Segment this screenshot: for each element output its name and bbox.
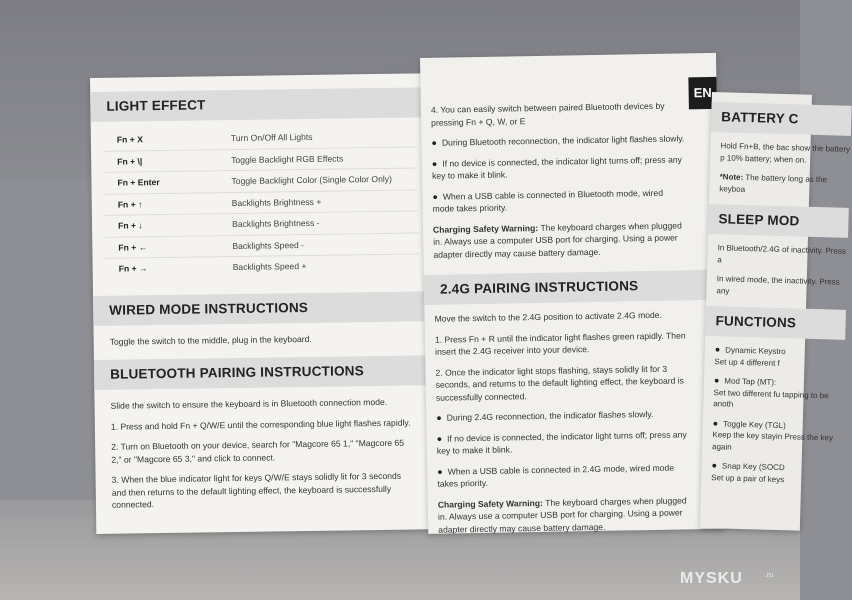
watermark-logo: MYSKU bbox=[680, 570, 743, 587]
key-description: Toggle Backlight Color (Single Color Only) bbox=[231, 174, 393, 187]
function-dynamic-keystroke-title: ● Dynamic Keystro bbox=[715, 344, 845, 359]
battery-note bbox=[719, 171, 850, 198]
sleep-mode-heading: SLEEP MOD bbox=[708, 204, 849, 238]
key-combo: Fn + ← bbox=[118, 241, 148, 253]
key-combo: Fn + X bbox=[116, 134, 143, 145]
function-snap-key-title: ● Snap Key (SOCD bbox=[711, 460, 841, 475]
key-combo: Fn + → bbox=[118, 263, 148, 274]
battery-text: Hold Fn+B, the bac show the battery p 10% battery; when on. bbox=[720, 141, 851, 165]
key-combo: Fn + ↓ bbox=[117, 220, 143, 231]
function-dynamic-keystroke-text: Set up 4 different f bbox=[714, 356, 780, 368]
bluetooth-note-usb: ● When a USB cable is connected in Bluetooth mode, wired mode takes priority. bbox=[432, 186, 686, 215]
pairing-24g-step-1: 1. Press Fn + R until the indicator light flashes green rapidly. Then insert the 2.4G receiver into your device. bbox=[434, 329, 686, 357]
charging-warning-label: Charging Safety Warning: bbox=[437, 497, 544, 510]
sleep-mode-text-1: In Bluetooth/2.4G of inactivity. Press a bbox=[717, 243, 847, 264]
battery-note-label: *Note: bbox=[719, 172, 744, 182]
bluetooth-continued bbox=[420, 53, 719, 261]
table-row bbox=[105, 254, 419, 279]
pairing-24g-intro: Move the switch to the 2.4G position to activate 2.4G mode. bbox=[434, 309, 662, 324]
language-tab: EN bbox=[688, 77, 717, 109]
bluetooth-step-2: 2. Turn on Bluetooth on your device, search for "Magcore 65 1," "Magcore 65 2," or "Magcore 65 3," and click to connect. bbox=[111, 437, 405, 465]
key-description: Backlights Brightness - bbox=[231, 218, 320, 230]
charging-warning-text: The keyboard charges when plugged in. Always use a computer USB port for charging. Using a power adapter directly may cause battery damage. bbox=[433, 219, 682, 260]
pairing-24g-body bbox=[424, 300, 724, 536]
bluetooth-pairing-heading: BLUETOOTH PAIRING INSTRUCTIONS bbox=[94, 355, 428, 390]
battery-heading: BATTERY C bbox=[711, 102, 852, 136]
bluetooth-note-reconnect: ● During Bluetooth reconnection, the indicator light flashes slowly. bbox=[431, 132, 685, 149]
function-toggle-key-text: Keep the key stayin Press the key again bbox=[711, 430, 834, 452]
charging-warning bbox=[438, 494, 693, 536]
bluetooth-note-no-device: ● If no device is connected, the indicator light turns off; press any key to make it blink. bbox=[432, 153, 686, 182]
sleep-mode-text-2: In wired mode, the inactivity. Press any bbox=[716, 274, 840, 296]
bluetooth-step-4: 4. You can easily switch between paired Bluetooth devices by pressing Fn + Q, W, or E bbox=[430, 100, 665, 128]
pairing-24g-step-2: 2. Once the indicator light stops flashing, stays solidly lit for 3 seconds, and returns to the default lighting effect, the keyboard is successfully connected. bbox=[435, 363, 685, 403]
manual-left-page bbox=[90, 73, 431, 534]
charging-warning-label: Charging Safety Warning: bbox=[432, 222, 539, 235]
light-effect-table bbox=[103, 125, 419, 279]
battery-note-text: The battery long as the keyboa bbox=[719, 172, 828, 194]
key-description: Turn On/Off All Lights bbox=[230, 132, 313, 144]
functions-heading: FUNCTIONS bbox=[705, 306, 846, 340]
bluetooth-step-3: 3. When the blue indicator light for keys Q/W/E stays solidly lit for 3 seconds and then returns to the default lighting effect, the keyboard is successfully connected. bbox=[111, 470, 402, 510]
key-description: Backlights Brightness + bbox=[231, 196, 322, 208]
function-snap-key-text: Set up a pair of keys bbox=[711, 472, 785, 484]
manual-middle-page bbox=[420, 53, 724, 534]
watermark-domain: .ru bbox=[765, 572, 774, 579]
key-combo: Fn + ↑ bbox=[117, 199, 143, 210]
key-combo: Fn + \| bbox=[117, 156, 143, 167]
bluetooth-step-1: 1. Press and hold Fn + Q/W/E until the corresponding blue light flashes rapidly. bbox=[110, 417, 411, 432]
light-effect-heading: LIGHT EFFECT bbox=[90, 87, 424, 122]
pairing-24g-note-no-device: ● If no device is connected, the indicator light turns off; press any key to make it blink. bbox=[437, 428, 691, 457]
function-toggle-key-title: ● Toggle Key (TGL) bbox=[713, 418, 843, 433]
wired-mode-heading: WIRED MODE INSTRUCTIONS bbox=[93, 291, 427, 326]
bluetooth-intro: Slide the switch to ensure the keyboard is in Bluetooth connection mode. bbox=[110, 396, 388, 411]
charging-warning bbox=[433, 219, 688, 261]
pairing-24g-note-usb: ● When a USB cable is connected in 2.4G mode, wired mode takes priority. bbox=[437, 461, 691, 490]
function-mod-tap-title: ● Mod Tap (MT): bbox=[714, 375, 844, 390]
charging-warning-text: The keyboard charges when plugged in. Always use a computer USB port for charging. Using a power adapter directly may cause battery damage. bbox=[437, 494, 687, 535]
pairing-24g-note-reconnect: ● During 2.4G reconnection, the indicator flashes slowly. bbox=[436, 407, 690, 424]
key-description: Backlights Speed - bbox=[232, 239, 305, 251]
key-combo: Fn + Enter bbox=[117, 177, 160, 188]
function-mod-tap-text: Set two different fu tapping to be anoth bbox=[713, 387, 829, 409]
key-description: Toggle Backlight RGB Effects bbox=[231, 153, 344, 165]
manual-right-page bbox=[700, 92, 851, 531]
wired-mode-text: Toggle the switch to the middle, plug in the keyboard. bbox=[109, 333, 312, 347]
key-description: Backlights Speed + bbox=[232, 261, 307, 273]
pairing-24g-heading: 2.4G PAIRING INSTRUCTIONS bbox=[424, 270, 720, 305]
